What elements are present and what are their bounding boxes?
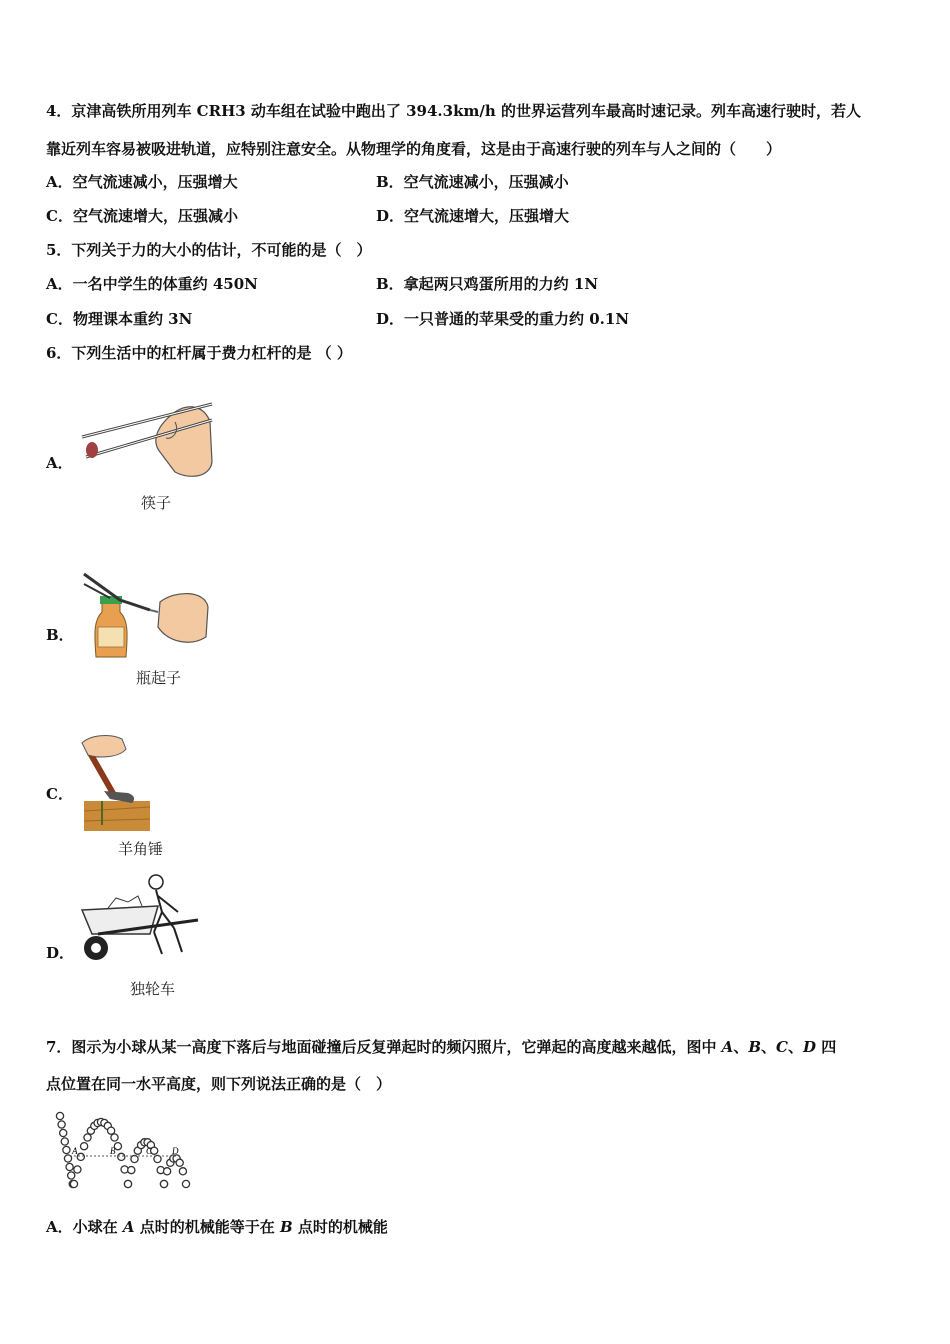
- ball-position: [160, 1180, 167, 1187]
- q6-option-c-caption: 羊角锤: [118, 840, 164, 858]
- ball-position: [111, 1134, 118, 1141]
- ball-position: [66, 1163, 73, 1170]
- ball-position: [60, 1129, 67, 1136]
- q7-stem-line1: 7．图示为小球从某一高度下落后与地面碰撞后反复弹起时的频闪照片，它弹起的高度越来越低，图中 A、B、C、D 四: [46, 1038, 837, 1056]
- q6-option-a-caption: 筷子: [141, 494, 172, 512]
- q7-figure-point-b: B: [110, 1146, 116, 1156]
- q4-option-d[interactable]: D．空气流速增大，压强增大: [376, 207, 570, 225]
- ball-position: [179, 1168, 186, 1175]
- ball-position: [124, 1180, 131, 1187]
- q7-figure-point-a: A: [72, 1146, 78, 1156]
- ball-position: [74, 1166, 81, 1173]
- q4-option-b[interactable]: B．空气流速减小，压强减小: [376, 173, 569, 191]
- ball-position: [81, 1143, 88, 1150]
- q5-option-b[interactable]: B．拿起两只鸡蛋所用的力约 1N: [376, 275, 599, 293]
- q6-option-c-label[interactable]: C．: [46, 785, 73, 803]
- bouncing-ball-photo: [52, 1108, 194, 1192]
- q7-figure-point-d: D: [172, 1146, 179, 1156]
- ball-position: [128, 1167, 135, 1174]
- ball-position: [70, 1180, 77, 1187]
- q6-option-a-label[interactable]: A．: [46, 454, 73, 472]
- q5-option-a[interactable]: A．一名中学生的体重约 450N: [46, 275, 258, 293]
- ball-position: [108, 1127, 115, 1134]
- q4-stem-line1: 4．京津高铁所用列车 CRH3 动车组在试验中跑出了 394.3km/h 的世界运营列车最高时速记录。列车高速行驶时，若人: [46, 102, 861, 120]
- ball-position: [58, 1121, 65, 1128]
- wheelbarrow-illustration: [78, 872, 203, 964]
- bottle-opener-illustration: [80, 572, 210, 662]
- q6-option-b-label[interactable]: B．: [46, 626, 74, 644]
- q4-stem-line2: 靠近列车容易被吸进轨道，应特别注意安全。从物理学的角度看，这是由于高速行驶的列车与人之间的（ ）: [46, 140, 782, 158]
- ball-position: [84, 1134, 91, 1141]
- q6-option-b-caption: 瓶起子: [136, 669, 182, 687]
- q7-option-a[interactable]: A．小球在 A 点时的机械能等于在 B 点时的机械能: [46, 1218, 388, 1236]
- q5-option-d[interactable]: D．一只普通的苹果受的重力约 0.1N: [376, 310, 630, 328]
- q6-option-d-caption: 独轮车: [130, 980, 176, 998]
- ball-position: [61, 1138, 68, 1145]
- ball-position: [164, 1168, 171, 1175]
- ball-position: [77, 1153, 84, 1160]
- chopsticks-illustration: [80, 392, 215, 482]
- ball-position: [118, 1153, 125, 1160]
- q5-stem: 5．下列关于力的大小的估计，不可能的是（ ）: [46, 241, 372, 259]
- ball-position: [68, 1172, 75, 1179]
- q7-stem-line2: 点位置在同一水平高度，则下列说法正确的是（ ）: [46, 1075, 392, 1093]
- q4-option-c[interactable]: C．空气流速增大，压强减小: [46, 207, 238, 225]
- ball-position: [176, 1159, 183, 1166]
- ball-position: [56, 1112, 63, 1119]
- q6-stem: 6．下列生活中的杠杆属于费力杠杆的是 （ ）: [46, 344, 352, 362]
- q6-option-d-label[interactable]: D．: [46, 944, 75, 962]
- q7-figure-point-c: C: [146, 1146, 153, 1156]
- claw-hammer-illustration: [80, 733, 155, 835]
- ball-position: [63, 1146, 70, 1153]
- ball-position: [182, 1180, 189, 1187]
- q5-option-c[interactable]: C．物理课本重约 3N: [46, 310, 193, 328]
- q4-option-a[interactable]: A．空气流速减小，压强增大: [46, 173, 238, 191]
